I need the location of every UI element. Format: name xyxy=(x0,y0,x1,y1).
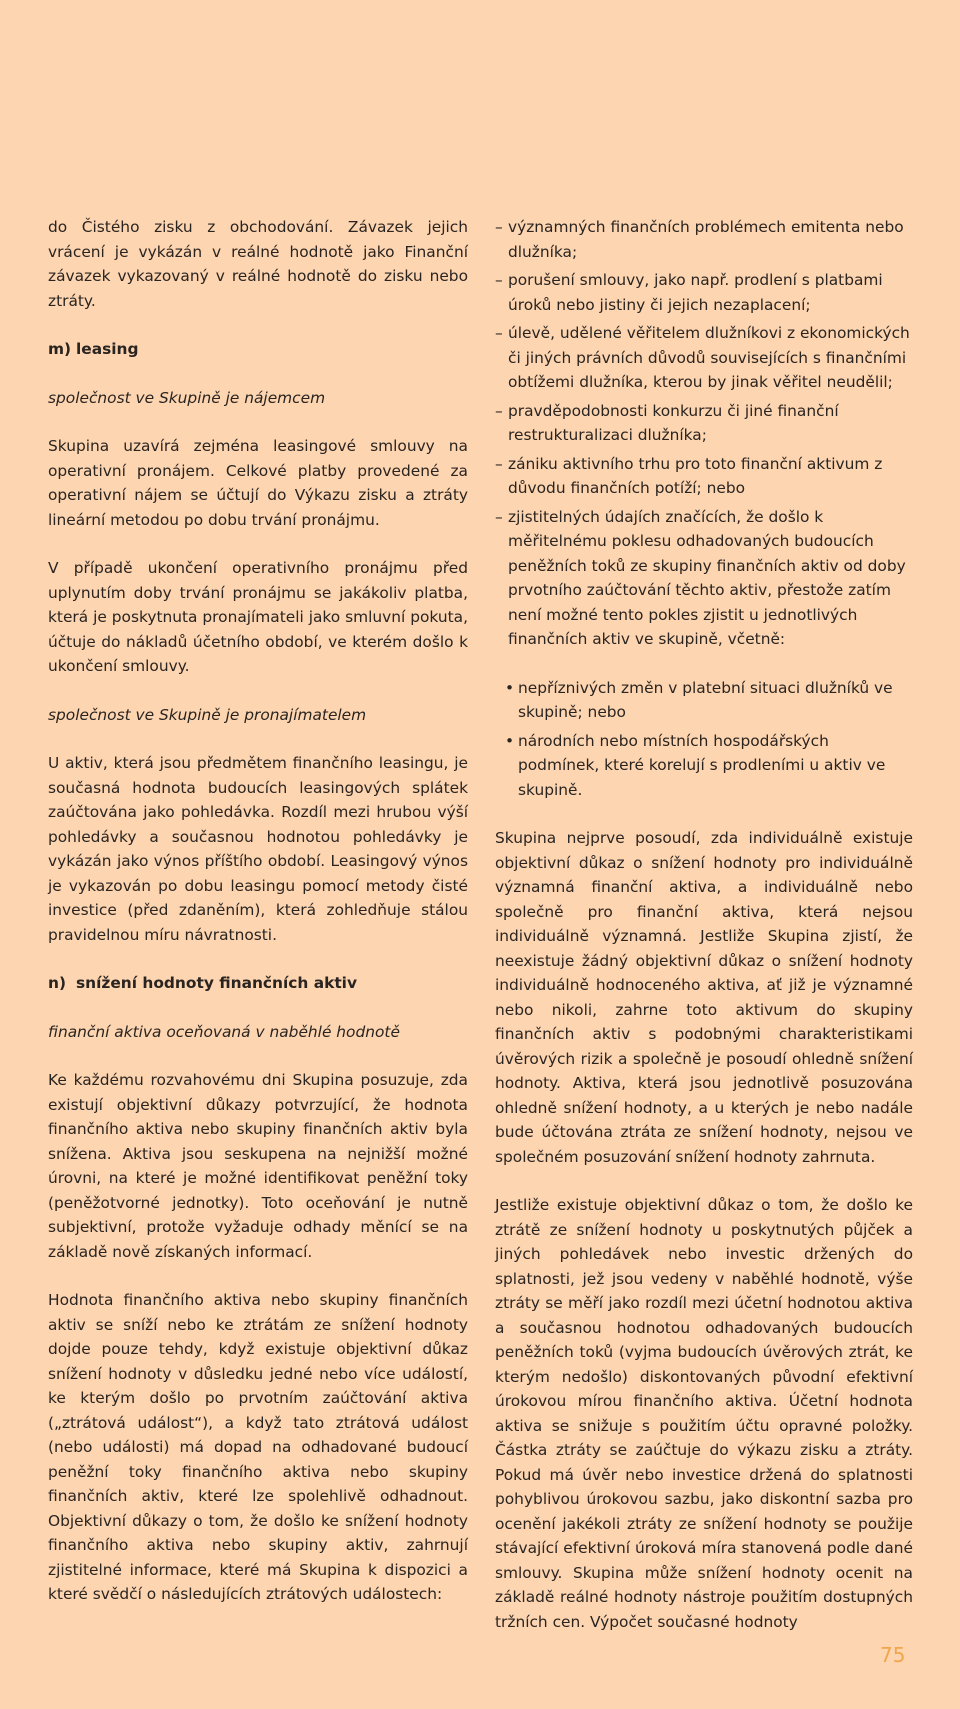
dash-mark: – xyxy=(495,218,503,236)
list-item: – pravděpodobnosti konkurzu či jiné finanční restrukturalizaci dlužníka; xyxy=(495,399,913,448)
list-item: – zániku aktivního trhu pro toto finanční aktivum z důvodu finančních potíží; nebo xyxy=(495,452,913,501)
paragraph-amortized-1: Ke každému rozvahovému dni Skupina posuzuje, zda existují objektivní důkazy potvrzující, že hodnota finančního aktiva nebo skupiny finančních aktiv byla snížena. Aktiva jsou seskupena na nejnižší možné úrovni, na které je možné identifikovat peněžní toky (peněžotvorné jednotky). Toto oceňování je nutně subjektivní, protože vyžaduje odhady měnící se na základě nově získaných informací. xyxy=(48,1071,468,1261)
paragraph-lessee-1: Skupina uzavírá zejména leasingové smlouvy na operativní pronájem. Celkové platby provedené za operativní nájem se účtují do Výkazu zisku a ztráty lineární metodou po dobu trvání pronájmu. xyxy=(48,437,468,529)
list-item: • nepříznivých změn v platební situaci dlužníků ve skupině; nebo xyxy=(505,676,913,725)
section-letter: m) xyxy=(48,340,72,358)
paragraph-lessor: U aktiv, která jsou předmětem finančního leasingu, je současná hodnota budoucích leasingových splátek zaúčtována jako pohledávka. Rozdíl mezi hrubou výší pohledávky a současnou hodnotou pohledávky je vykázán jako výnos příštího období. Leasingový výnos je vykazován po dobu leasingu pomocí metody čisté investice (před zdaněním), která zohledňuje stálou pravidelnou míru návratnosti. xyxy=(48,754,468,944)
bullet-mark: • xyxy=(505,678,515,697)
list-item: – zjistitelných údajích značících, že došlo k měřitelnému poklesu odhadovaných budoucích peněžních toků ze skupiny finančních aktiv od doby prvotního zaúčtování těchto aktiv, přestože zatím není možné tento pokles zjistit u jednotlivých finančních aktiv ve skupině, včetně: xyxy=(495,505,913,652)
section-letter: n) xyxy=(48,974,66,992)
subheading-lessee: společnost ve Skupině je nájemcem xyxy=(48,388,326,407)
dash-mark: – xyxy=(495,271,503,289)
bullet-mark: • xyxy=(505,731,515,750)
dash-mark: – xyxy=(495,454,503,473)
paragraph-assessment: Skupina nejprve posoudí, zda individuálně existuje objektivní důkaz o snížení hodnoty pro individuálně významná finanční aktiva, a individuálně nebo společně pro finanční aktiva, která nejsou individuálně významná. Jestliže Skupina zjistí, že neexistuje žádný objektivní důkaz o snížení hodnoty individuálně hodnoceného aktiva, ať již je významné nebo nikoli, zahrne toto aktivum do skupiny finančních aktiv s podobnými charakteristikami úvěrových rizik a společně je posoudí ohledně snížení hodnoty. Aktiva, která jsou jednotlivě posuzována ohledně snížení hodnoty, a u kterých je nebo nadále bude účtována ztráta ze snížení hodnoty, nejsou ve společném posuzování snížení hodnoty zahrnuta. xyxy=(495,829,913,1166)
page-number: 75 xyxy=(880,1643,906,1667)
list-item: – porušení smlouvy, jako např. prodlení s platbami úroků nebo jistiny či jejich nezaplacení; xyxy=(495,268,913,317)
paragraph-intro: do Čistého zisku z obchodování. Závazek jejich vrácení je vykázán v reálné hodnotě jako Finanční závazek vykazovaný v reálné hodnotě do zisku nebo ztráty. xyxy=(48,218,468,310)
group-conditions-list xyxy=(495,676,913,803)
loss-events-list xyxy=(495,215,913,652)
dash-mark: – xyxy=(495,507,503,526)
subheading-amortized-cost: finanční aktiva oceňovaná v naběhlé hodnotě xyxy=(48,1022,400,1041)
list-item: – významných finančních problémech emitenta nebo dlužníka; xyxy=(495,215,913,264)
dash-mark: – xyxy=(495,324,503,342)
subheading-lessor: společnost ve Skupině je pronajímatelem xyxy=(48,705,367,724)
paragraph-loss-measurement: Jestliže existuje objektivní důkaz o tom, že došlo ke ztrátě ze snížení hodnoty u poskytnutých půjček a jiných pohledávek nebo investic držených do splatnosti, jež jsou vedeny v naběhlé hodnotě, výše ztráty se měří jako rozdíl mezi účetní hodnotou aktiva a současnou hodnotou odhadovaných budoucích peněžních toků (vyjma budoucích úvěrových ztrát, ke kterým nedošlo) diskontovaných původní efektivní úrokovou mírou finančního aktiva. Účetní hodnota aktiva se snižuje s použitím účtu opravné položky. Částka ztráty se zaúčtuje do výkazu zisku a ztráty. Pokud má úvěr nebo investice držená do splatnosti pohyblivou úrokovou sazbu, jako diskontní sazba pro ocenění jakékoli ztráty ze snížení hodnoty se použije stávající efektivní úroková míra stanovená podle dané smlouvy. Skupina může snížení hodnoty ocenit na základě reálné hodnoty nástroje použitím dostupných tržních cen. Výpočet současné hodnoty xyxy=(495,1196,913,1631)
right-column xyxy=(495,215,913,1658)
paragraph-lessee-2: V případě ukončení operativního pronájmu před uplynutím doby trvání pronájmu se jakákoliv platba, která je poskytnuta pronajímateli jako smluvní pokuta, účtuje do nákladů účetního období, ve kterém došlo k ukončení smlouvy. xyxy=(48,559,468,675)
section-title: leasing xyxy=(76,340,139,358)
section-heading-impairment xyxy=(48,971,468,996)
list-item: – úlevě, udělené věřitelem dlužníkovi z ekonomických či jiných právních důvodů souvisejících s finančními obtížemi dlužníka, kterou by jinak věřitel neudělil; xyxy=(495,321,913,395)
section-title: snížení hodnoty finančních aktiv xyxy=(76,974,357,992)
section-heading-leasing xyxy=(48,337,468,362)
paragraph-amortized-2: Hodnota finančního aktiva nebo skupiny finančních aktiv se sníží nebo ke ztrátám ze snížení hodnoty dojde pouze tehdy, když existuje objektivní důkaz snížení hodnoty v důsledku jedné nebo více událostí, ke kterým došlo po prvotním zaúčtování aktiva („ztrátová událost“), a když tato ztrátová událost (nebo události) má dopad na odhadované budoucí peněžní toky finančního aktiva nebo skupiny finančních aktiv, které lze spolehlivě odhadnout. Objektivní důkazy o tom, že došlo ke snížení hodnoty finančního aktiva nebo skupiny aktiv, zahrnují zjistitelné informace, které má Skupina k dispozici a které svědčí o následujících ztrátových událostech: xyxy=(48,1291,468,1603)
left-column xyxy=(48,215,468,1631)
list-item: • národních nebo místních hospodářských podmínek, které korelují s prodleními u aktiv ve skupině. xyxy=(505,729,913,803)
dash-mark: – xyxy=(495,401,503,420)
